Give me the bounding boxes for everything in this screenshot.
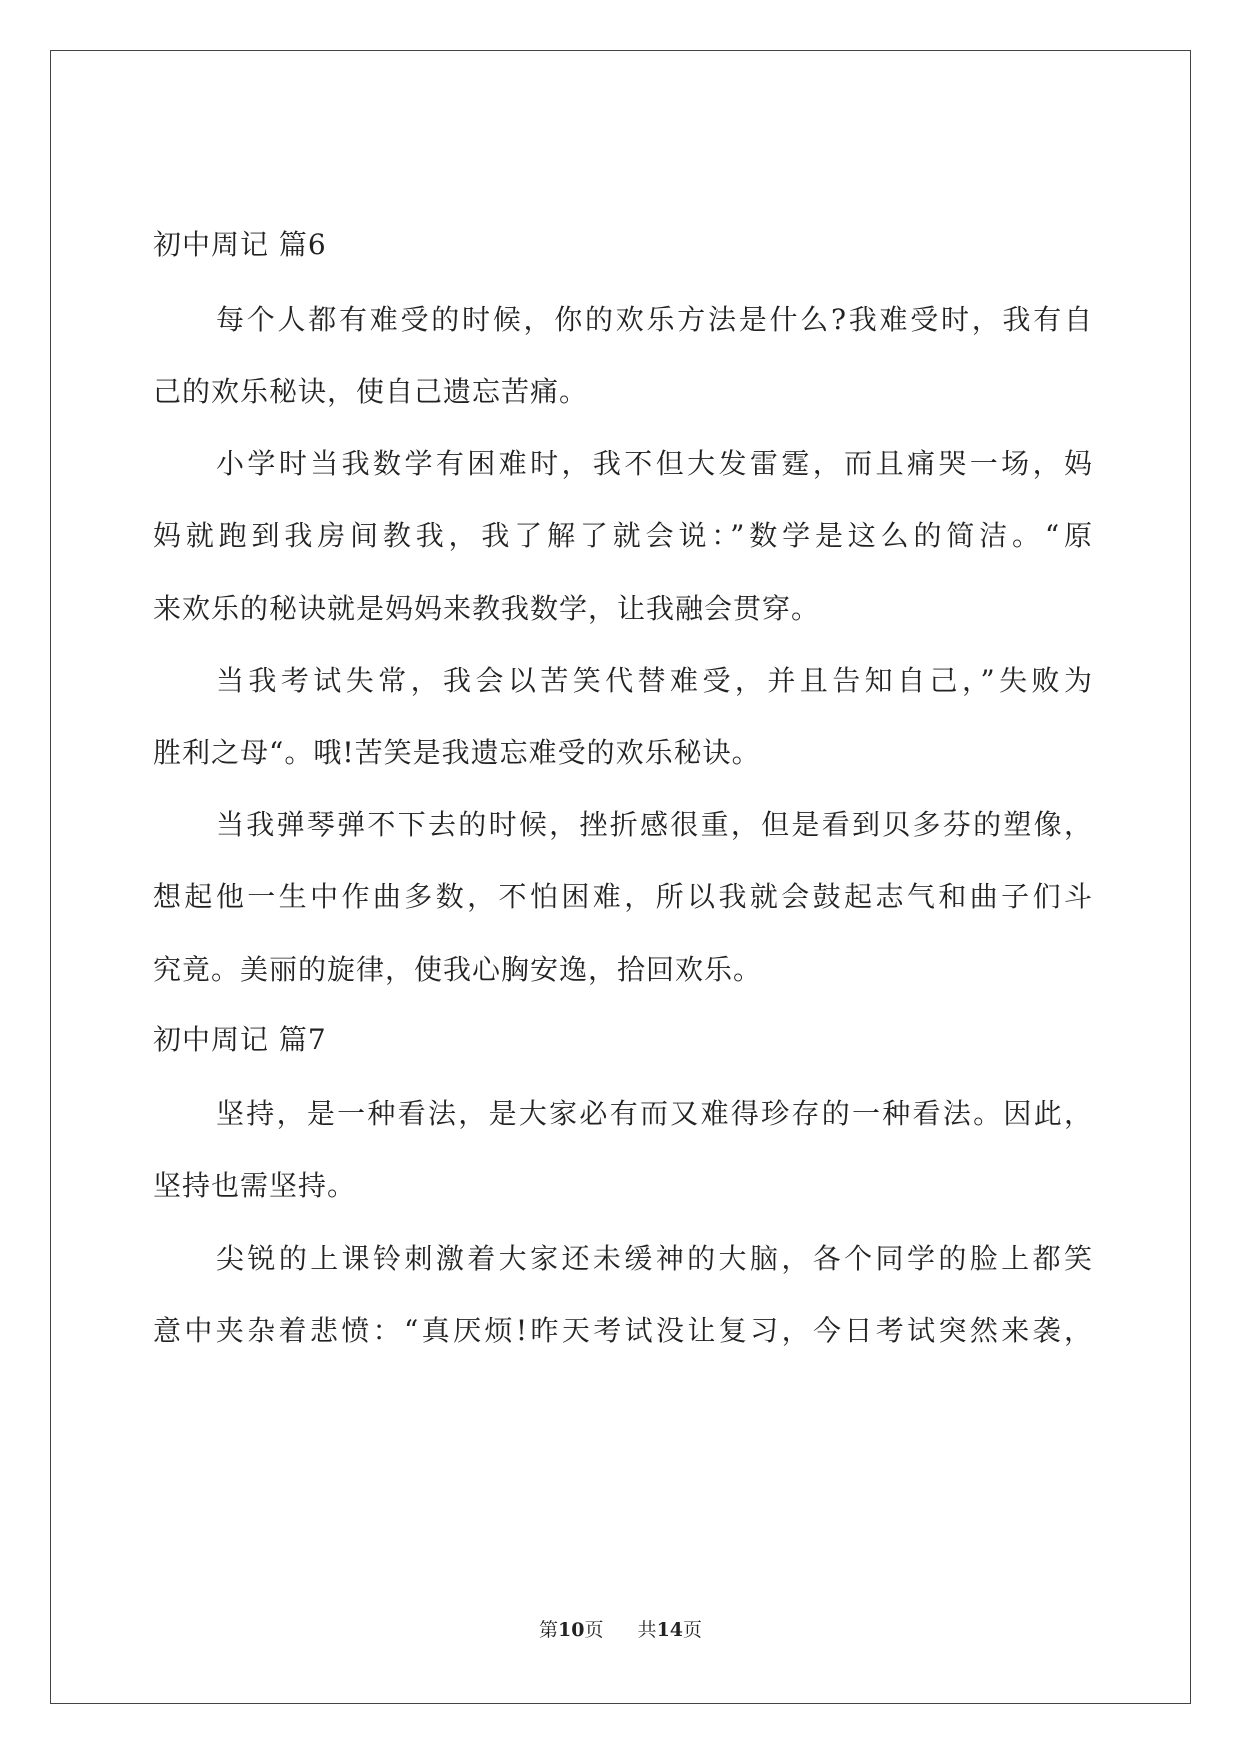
paragraph-line: 来欢乐的秘诀就是妈妈来教我数学，让我融会贯穿。 [153, 592, 821, 625]
page-current-number: 10 [557, 1619, 585, 1641]
paragraph-line: 意中夹杂着悲愤：“真厌烦!昨天考试没让复习，今日考试突然来袭， [153, 1314, 1093, 1347]
total-label-prefix: 共 [637, 1619, 657, 1641]
paragraph-line: 坚持，是一种看法，是大家必有而又难得珍存的一种看法。因此， [216, 1097, 1093, 1130]
paragraph-line: 胜利之母“。哦!苦笑是我遗忘难受的欢乐秘诀。 [153, 736, 761, 769]
paragraph-line: 究竟。美丽的旋律，使我心胸安逸，拾回欢乐。 [153, 953, 763, 986]
paragraph-line: 当我弹琴弹不下去的时候，挫折感很重，但是看到贝多芬的塑像， [216, 808, 1093, 841]
paragraph-line: 尖锐的上课铃刺激着大家还未缓神的大脑，各个同学的脸上都笑 [216, 1242, 1093, 1275]
page-label-prefix: 第 [538, 1619, 558, 1641]
paragraph-line: 每个人都有难受的时候，你的欢乐方法是什么?我难受时，我有自 [216, 303, 1093, 336]
total-label-suffix: 页 [683, 1619, 703, 1641]
paragraph-line: 妈就跑到我房间教我，我了解了就会说：”数学是这么的简洁。“原 [153, 519, 1093, 552]
paragraph-line: 想起他一生中作曲多数，不怕困难，所以我就会鼓起志气和曲子们斗 [153, 880, 1093, 913]
section-heading-6: 初中周记 篇6 [153, 228, 327, 261]
paragraph-line: 当我考试失常，我会以苦笑代替难受，并且告知自己，”失败为 [216, 664, 1093, 697]
paragraph-line: 坚持也需坚持。 [153, 1169, 357, 1202]
page-total-number: 14 [656, 1619, 684, 1641]
paragraph-line: 小学时当我数学有困难时，我不但大发雷霆，而且痛哭一场，妈 [216, 447, 1093, 480]
page-label-suffix: 页 [584, 1619, 604, 1641]
section-heading-7: 初中周记 篇7 [153, 1023, 327, 1056]
paragraph-line: 己的欢乐秘诀，使自己遗忘苦痛。 [153, 375, 589, 408]
page-footer [0, 1618, 1241, 1642]
